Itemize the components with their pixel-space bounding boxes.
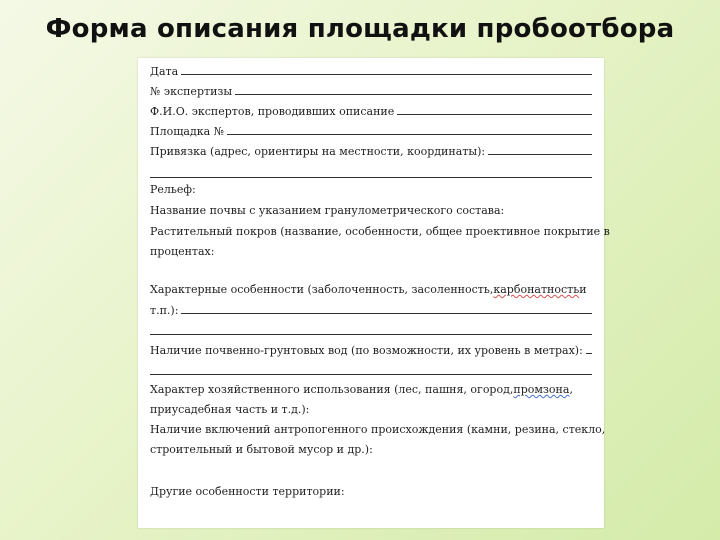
site-field[interactable] [150, 122, 592, 138]
features-label-1b: карбонатность [493, 283, 580, 296]
inclusions-label-2: строительный и бытовой мусор и др.): [150, 443, 373, 456]
economic-label-2: приусадебная часть и т.д.): [150, 403, 310, 416]
features-field-line-1 [150, 280, 592, 296]
water-label: Наличие почвенно-грунтовых вод (по возможности, их уровень в метрах): [150, 344, 583, 357]
date-blank[interactable] [181, 74, 592, 75]
inclusions-field-line-2 [150, 440, 592, 456]
features-label-1a: Характерные особенности (заболоченность, засоленность, [150, 283, 494, 296]
features-label-2: т.п.): [150, 304, 179, 317]
economic-label-1c: , [569, 383, 573, 396]
binding-field[interactable] [150, 142, 592, 158]
names-field[interactable] [150, 102, 592, 118]
vegetation-field-line-1 [150, 222, 610, 238]
relief-label: Рельеф: [150, 183, 196, 196]
relief-field [150, 180, 592, 196]
binding-label: Привязка (адрес, ориентиры на местности, координаты): [150, 145, 486, 158]
form-sheet [138, 58, 610, 528]
other-label: Другие особенности территории: [150, 485, 345, 498]
experts-label: № экспертизы [150, 85, 233, 98]
economic-label-1a: Характер хозяйственного использования (лес, пашня, огород, [150, 383, 514, 396]
water-blank[interactable] [586, 353, 592, 354]
site-blank[interactable] [227, 134, 592, 135]
date-field[interactable] [150, 62, 592, 78]
page-title: Форма описания площадки пробоотбора [45, 14, 675, 44]
vegetation-label-1: Растительный покров (название, особенности, общее проективное покрытие в [150, 225, 610, 238]
other-field [150, 482, 592, 498]
features-label-1c: и [579, 283, 587, 296]
water-field[interactable] [150, 341, 592, 357]
water-blank-line-2[interactable] [150, 374, 592, 375]
site-label: Площадка № [150, 125, 225, 138]
binding-blank-line-2[interactable] [150, 177, 592, 178]
names-label: Ф.И.О. экспертов, проводивших описание [150, 105, 395, 118]
vegetation-label-2: процентах: [150, 245, 215, 258]
soil-field [150, 201, 592, 217]
binding-blank[interactable] [488, 154, 592, 155]
inclusions-label-1: Наличие включений антропогенного происхождения (камни, резина, стекло, [150, 423, 606, 436]
features-blank-line-2[interactable] [150, 334, 592, 335]
inclusions-field-line-1 [150, 420, 606, 436]
experts-blank[interactable] [235, 94, 592, 95]
features-blank[interactable] [181, 313, 592, 314]
soil-label: Название почвы с указанием гранулометрического состава: [150, 204, 505, 217]
economic-field-line-1 [150, 380, 592, 396]
economic-label-1b: промзона [513, 383, 570, 396]
names-blank[interactable] [397, 114, 592, 115]
experts-field[interactable] [150, 82, 592, 98]
vegetation-field-line-2 [150, 242, 592, 258]
date-label: Дата [150, 65, 179, 78]
features-field-line-2[interactable] [150, 301, 592, 317]
economic-field-line-2 [150, 400, 592, 416]
